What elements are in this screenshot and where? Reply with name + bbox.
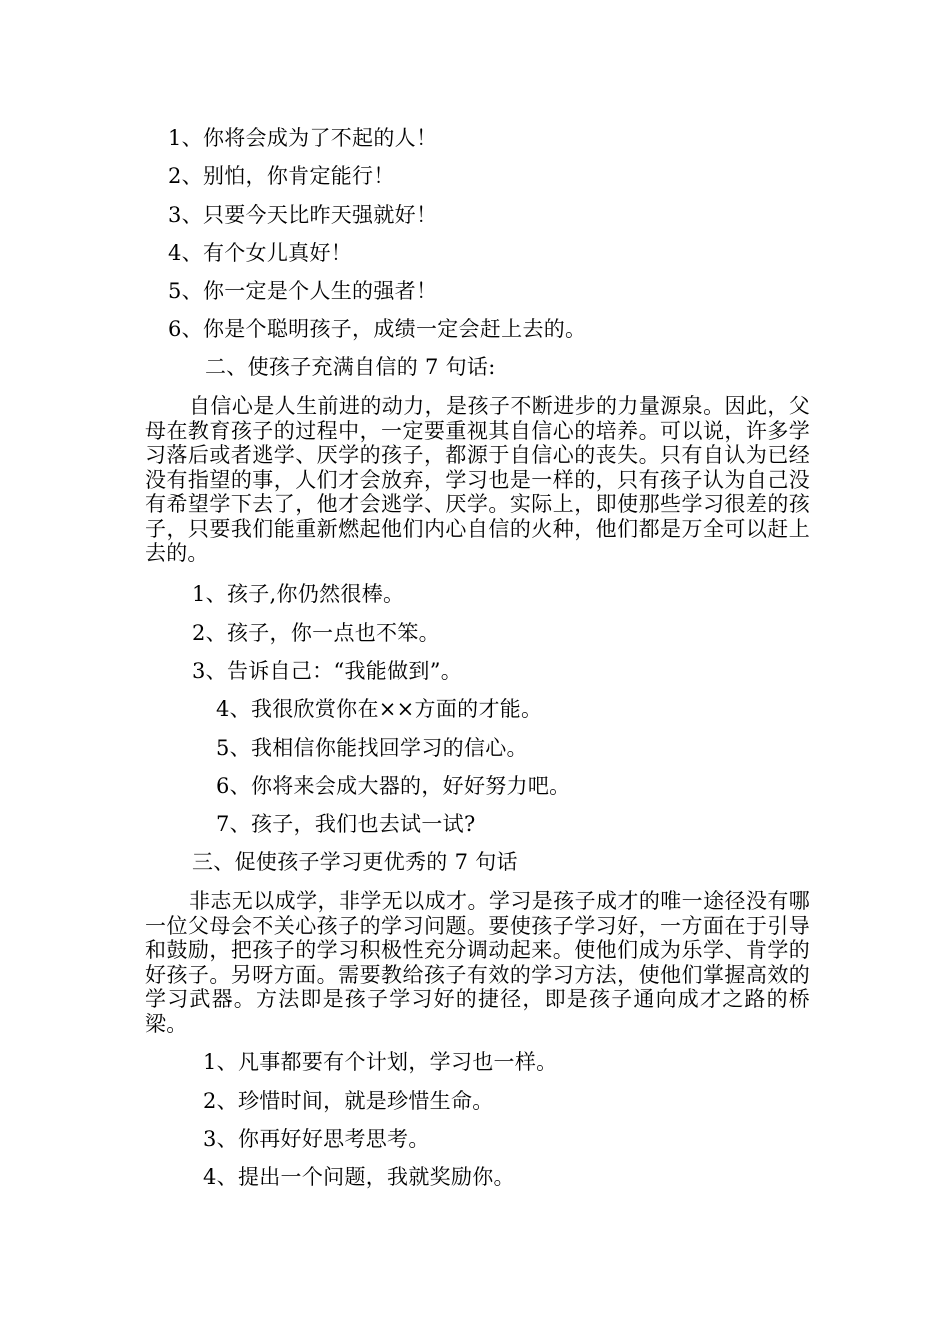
list-item: 4、提出一个问题，我就奖励你。 (203, 1165, 515, 1189)
list-item: 2、珍惜时间，就是珍惜生命。 (203, 1089, 494, 1113)
list-item: 1、你将会成为了不起的人！ (168, 126, 438, 150)
list-item: 1、凡事都要有个计划，学习也一样。 (203, 1050, 558, 1074)
section-paragraph: 非志无以成学，非学无以成才。学习是孩子成才的唯一途径没有哪一位父母会不关心孩子的学习问题。要使孩子学习好，一方面在于引导和鼓励，把孩子的学习积极性充分调动起来。使他们成为乐学、肯学的好孩子。另呀方面。需要教给孩子有效的学习方法，使他们掌握高效的学习武器。方法即是孩子学习好的捷径，即是孩子通向成才之路的桥梁。 (145, 889, 810, 1036)
list-item: 4、我很欣赏你在××方面的才能。 (216, 697, 543, 721)
list-item: 3、告诉自己：“我能做到”。 (192, 659, 463, 683)
section-heading: 二、使孩子充满自信的 7 句话: (205, 355, 496, 379)
list-item: 2、别怕，你肯定能行！ (168, 164, 395, 188)
section-paragraph: 自信心是人生前进的动力，是孩子不断进步的力量源泉。因此，父母在教育孩子的过程中，一定要重视其自信心的培养。可以说，许多学习落后或者逃学、厌学的孩子，都源于自信心的丧失。只有自认为已经没有指望的事，人们才会放弃，学习也是一样的，只有孩子认为自己没有希望学下去了，他才会逃学、厌学。实际上，即使那些学习很差的孩子，只要我们能重新燃起他们内心自信的火种，他们都是万全可以赶上去的。 (145, 394, 810, 565)
list-item: 3、只要今天比昨天强就好！ (168, 203, 438, 227)
list-item: 5、我相信你能找回学习的信心。 (216, 736, 528, 760)
section-heading: 三、促使孩子学习更优秀的 7 句话 (192, 850, 518, 874)
list-item: 1、孩子,你仍然很棒。 (192, 582, 405, 606)
list-item: 7、孩子，我们也去试一试? (216, 812, 476, 836)
list-item: 2、孩子，你一点也不笨。 (192, 621, 440, 645)
list-item: 6、你将来会成大器的，好好努力吧。 (216, 774, 571, 798)
list-item: 4、有个女儿真好！ (168, 241, 353, 265)
list-item: 6、你是个聪明孩子，成绩一定会赶上去的。 (168, 317, 587, 341)
list-item: 5、你一定是个人生的强者！ (168, 279, 438, 303)
list-item: 3、你再好好思考思考。 (203, 1127, 430, 1151)
